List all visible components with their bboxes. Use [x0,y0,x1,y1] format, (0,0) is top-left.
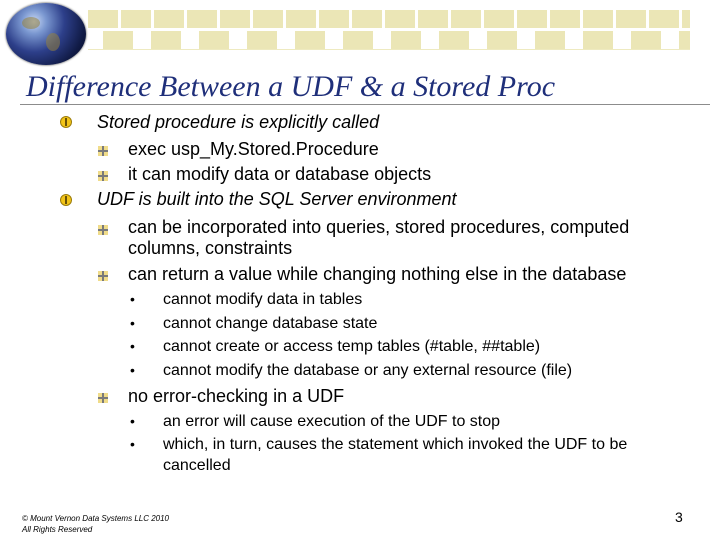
page-number: 3 [675,509,683,525]
sub-bullet-modify: it can modify data or database objects [128,164,432,184]
copyright-footer [22,513,169,535]
detail-item-cont: cancelled [163,457,231,474]
cross-bullet-icon [98,393,108,403]
detail-item: an error will cause execution of the UDF to stop [163,413,501,430]
sub-bullet-incorporated: can be incorporated into queries, stored procedures, computed [128,217,630,237]
detail-item: cannot modify the database or any external resource (file) [163,362,573,379]
dot-bullet: • [130,338,135,354]
sub-bullet-incorporated-cont: columns, constraints [128,238,293,258]
bullet-udf: UDF is built into the SQL Server environment [97,189,457,209]
cross-bullet-icon [98,271,108,281]
sub-bullet-return-value: can return a value while changing nothing else in the database [128,264,627,284]
cross-bullet-icon [98,225,108,235]
header-tile-band [88,10,690,50]
sub-bullet-error-checking: no error-checking in a UDF [128,386,345,406]
dot-bullet: • [130,362,135,378]
detail-item: cannot modify data in tables [163,291,363,308]
cross-bullet-icon [98,171,108,181]
globe-icon [6,3,86,65]
yellow-bullet-icon [60,116,72,128]
dot-bullet: • [130,413,135,429]
dot-bullet: • [130,291,135,307]
dot-bullet: • [130,436,135,452]
detail-item: cannot create or access temp tables (#table, ##table) [163,338,541,355]
detail-item: which, in turn, causes the statement which invoked the UDF to be [163,436,628,453]
cross-bullet-icon [98,146,108,156]
slide-title: Difference Between a UDF & a Stored Proc [26,70,556,103]
bullet-stored-procedure: Stored procedure is explicitly called [97,112,380,132]
yellow-bullet-icon [60,194,72,206]
footer-line-2: All Rights Reserved [22,525,93,534]
detail-item: cannot change database state [163,315,378,332]
dot-bullet: • [130,315,135,331]
footer-line-1: © Mount Vernon Data Systems LLC 2010 [22,514,170,523]
sub-bullet-exec: exec usp_My.Stored.Procedure [128,139,379,159]
title-divider [20,104,710,105]
